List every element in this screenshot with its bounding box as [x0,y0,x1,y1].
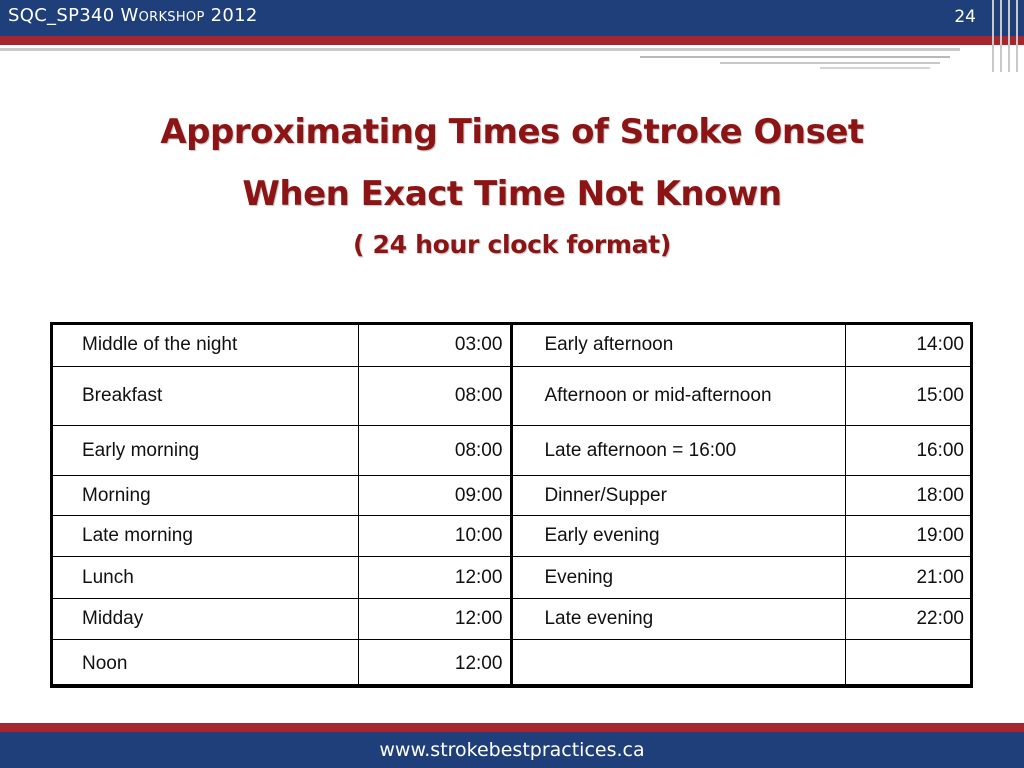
clock-time: 12:00 [358,599,512,640]
decorative-line [820,67,930,69]
time-description: Morning [51,476,359,516]
clock-time: 10:00 [358,516,512,557]
clock-time: 16:00 [846,426,973,476]
time-description: Middle of the night [51,323,359,367]
time-description: Early afternoon [512,323,846,367]
clock-time: 12:00 [358,557,512,599]
slide-number: 24 [954,7,976,27]
time-description: Early evening [512,516,846,557]
time-description: Breakfast [51,367,359,426]
time-description: Late morning [51,516,359,557]
clock-time: 14:00 [846,323,973,367]
clock-time: 08:00 [358,426,512,476]
decorative-line [720,62,940,64]
time-description: Noon [51,640,359,688]
slide-title-line-1: Approximating Times of Stroke Onset [160,112,864,152]
decorative-vertical-lines [988,0,1024,72]
footer-accent-stripe [0,723,1024,732]
clock-time: 19:00 [846,516,973,557]
time-description: Late afternoon = 16:00 [512,426,846,476]
clock-time: 18:00 [846,476,973,516]
footer-website-link[interactable]: www.strokebestpractices.ca [379,739,645,761]
table-row [51,516,973,557]
decorative-line [640,56,950,58]
time-description: Late evening [512,599,846,640]
table-row [51,323,973,367]
clock-time: 08:00 [358,367,512,426]
clock-time: 15:00 [846,367,973,426]
time-description [512,640,846,688]
presentation-title: SQC_SP340 Workshop 2012 [8,5,258,26]
slide-subtitle: ( 24 hour clock format) [353,230,671,259]
table-row [51,476,973,516]
clock-time [846,640,973,688]
time-description: Evening [512,557,846,599]
times-table [50,322,973,688]
time-description: Dinner/Supper [512,476,846,516]
clock-time: 03:00 [358,323,512,367]
clock-time: 09:00 [358,476,512,516]
time-description: Lunch [51,557,359,599]
table-row [51,426,973,476]
time-description: Early morning [51,426,359,476]
table-row [51,557,973,599]
slide-title-line-2: When Exact Time Not Known [242,174,782,214]
clock-time: 21:00 [846,557,973,599]
table-row [51,640,973,688]
time-description: Midday [51,599,359,640]
time-description: Afternoon or mid-afternoon [512,367,846,426]
clock-time: 22:00 [846,599,973,640]
header-accent-stripe [0,36,1024,45]
table-row [51,599,973,640]
table-row [51,367,973,426]
onset-times-table [50,322,973,687]
clock-time: 12:00 [358,640,512,688]
decorative-line [0,48,960,51]
